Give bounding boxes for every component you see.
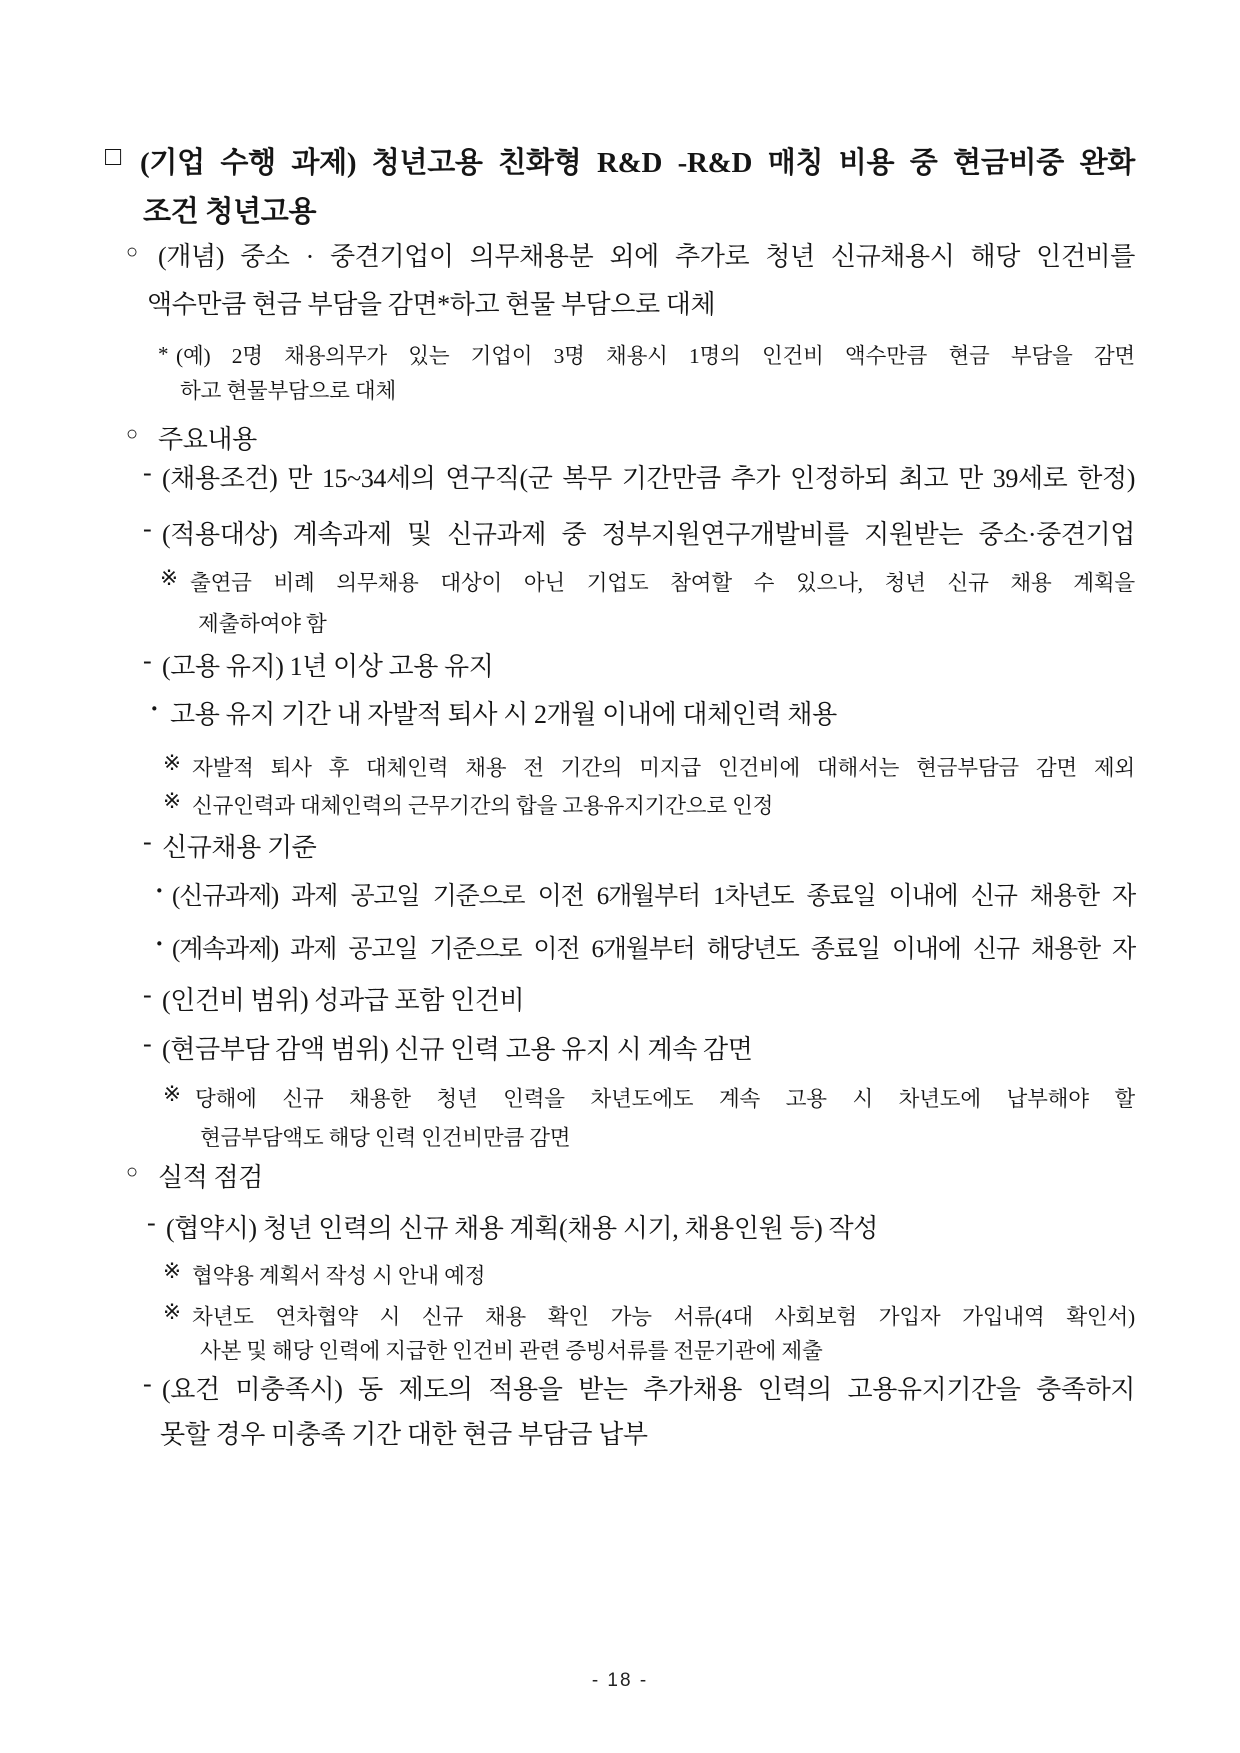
reference-marker-icon: ※ xyxy=(163,1259,181,1283)
cash-reduction-note-text-continued: 현금부담액도 해당 인력 인건비만큼 감면 xyxy=(200,1126,571,1150)
dash-bullet-icon: - xyxy=(143,1029,152,1058)
unmet-requirement-text-continued: 못할 경우 미충족 기간 대한 현금 부담금 납부 xyxy=(160,1420,648,1449)
agreement-note-1-text: 협약용 계획서 작성 시 안내 예정 xyxy=(192,1264,486,1288)
dash-bullet-icon: - xyxy=(143,458,152,487)
scope-note-text-continued: 제출하여야 함 xyxy=(198,612,327,636)
employment-retention-text: (고용 유지) 1년 이상 고용 유지 xyxy=(162,652,494,681)
continuing-project-text: (계속과제) 과제 공고일 기준으로 이전 6개월부터 해당년도 종료일 이내에 신규 채용한 자 xyxy=(172,936,1135,963)
dot-bullet-icon: · xyxy=(155,929,163,958)
dot-bullet-icon: · xyxy=(150,694,159,723)
heading-text-continued: 조건 청년고용 xyxy=(143,196,317,228)
replacement-hire-text: 고용 유지 기간 내 자발적 퇴사 시 2개월 이내에 대체인력 채용 xyxy=(170,700,837,729)
concept-text-continued: 액수만큼 현금 부담을 감면*하고 현물 부담으로 대체 xyxy=(147,290,716,319)
dot-bullet-icon: · xyxy=(155,876,163,905)
circle-bullet-icon: ○ xyxy=(126,241,138,263)
main-content-title-text: 주요내용 xyxy=(158,425,257,454)
reference-marker-icon: ※ xyxy=(163,751,181,775)
dash-bullet-icon: - xyxy=(143,1369,152,1398)
example-note-text: (예) 2명 채용의무가 있는 기업이 3명 채용시 1명의 인건비 액수만큼 현금 부담을 감면 xyxy=(176,344,1135,368)
new-project-text: (신규과제) 과제 공고일 기준으로 이전 6개월부터 1차년도 종료일 이내에 신규 채용한 자 xyxy=(172,883,1135,910)
page-number: - 18 - xyxy=(591,1670,649,1691)
reference-marker-icon: ※ xyxy=(163,789,181,813)
agreement-plan-text: (협약시) 청년 인력의 신규 채용 계획(채용 시기, 채용인원 등) 작성 xyxy=(166,1214,878,1243)
reference-marker-icon: ※ xyxy=(163,1082,181,1106)
concept-text: (개념) 중소 · 중견기업이 의무채용분 외에 추가로 청년 신규채용시 해당 인건비를 xyxy=(158,242,1135,271)
hiring-condition-text: (채용조건) 만 15~34세의 연구직(군 복무 기간만큼 추가 인정하되 최고 만 39세로 한정) xyxy=(162,464,1135,493)
labor-cost-scope-text: (인건비 범위) 성과급 포함 인건비 xyxy=(162,986,525,1015)
dash-bullet-icon: - xyxy=(143,827,152,856)
dash-bullet-icon: - xyxy=(147,1208,156,1237)
reference-marker-icon: ※ xyxy=(160,566,178,590)
unmet-requirement-text: (요건 미충족시) 동 제도의 적용을 받는 추가채용 인력의 고용유지기간을 충족하지 xyxy=(162,1375,1135,1404)
agreement-note-2-text-continued: 사본 및 해당 인력에 지급한 인건비 관련 증빙서류를 전문기관에 제출 xyxy=(200,1339,823,1363)
new-hire-criteria-text: 신규채용 기준 xyxy=(162,833,317,862)
circle-bullet-icon: ○ xyxy=(126,423,138,445)
cash-reduction-scope-text: (현금부담 감액 범위) 신규 인력 고용 유지 시 계속 감면 xyxy=(162,1035,753,1064)
scope-note-text: 출연금 비례 의무채용 대상이 아닌 기업도 참여할 수 있으나, 청년 신규 채용 계획을 xyxy=(190,571,1135,595)
dash-bullet-icon: - xyxy=(143,646,152,675)
reference-marker-icon: ※ xyxy=(163,1300,181,1324)
heading-text: (기업 수행 과제) 청년고용 친화형 R&D -R&D 매칭 비용 중 현금비중 완화 xyxy=(140,147,1135,179)
asterisk-marker: * xyxy=(158,342,169,366)
square-bullet-icon: □ xyxy=(105,141,122,171)
dash-bullet-icon: - xyxy=(143,980,152,1009)
circle-bullet-icon: ○ xyxy=(126,1161,138,1183)
application-scope-text: (적용대상) 계속과제 및 신규과제 중 정부지원연구개발비를 지원받는 중소·중견기업 xyxy=(162,520,1135,549)
replacement-note-2-text: 신규인력과 대체인력의 근무기간의 합을 고용유지기간으로 인정 xyxy=(192,794,774,818)
agreement-note-2-text: 차년도 연차협약 시 신규 채용 확인 가능 서류(4대 사회보험 가입자 가입내역 확인서) xyxy=(192,1305,1135,1329)
cash-reduction-note-text: 당해에 신규 채용한 청년 인력을 차년도에도 계속 고용 시 차년도에 납부해야 할 xyxy=(195,1087,1135,1111)
example-note-text-continued: 하고 현물부담으로 대체 xyxy=(180,379,397,403)
replacement-note-1-text: 자발적 퇴사 후 대체인력 채용 전 기간의 미지급 인건비에 대해서는 현금부담금 감면 제외 xyxy=(192,756,1135,780)
inspection-title-text: 실적 점검 xyxy=(158,1163,263,1192)
dash-bullet-icon: - xyxy=(143,514,152,543)
